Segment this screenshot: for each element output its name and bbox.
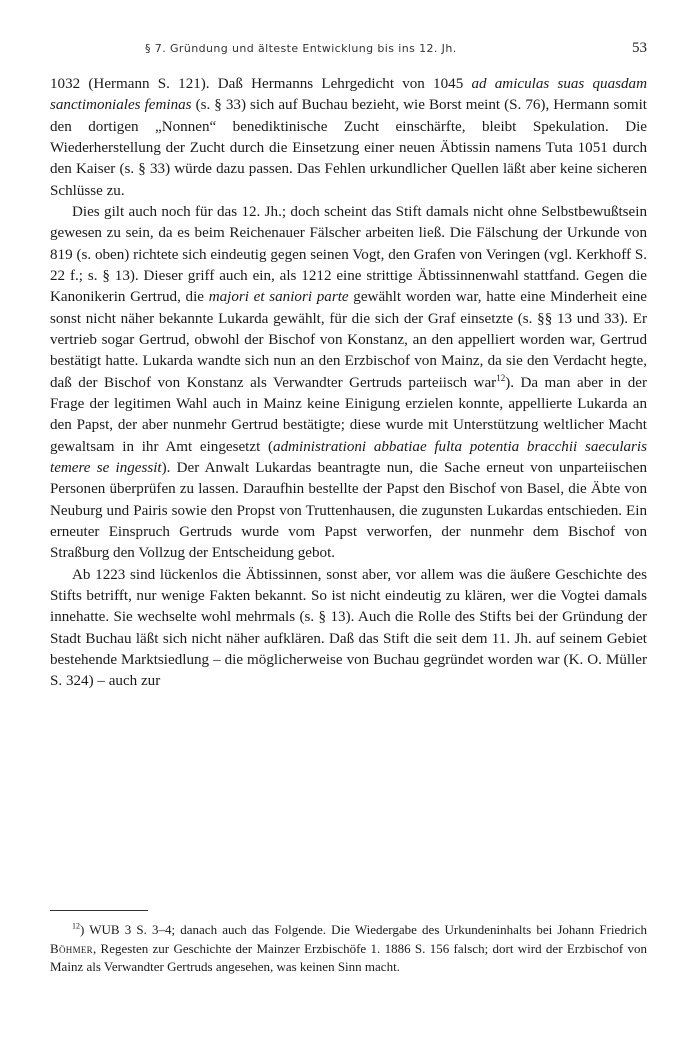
latin-quotation: ad amiculas suas quasdam sanctimoniales feminas [50, 76, 647, 114]
text-run: ). Da man aber in der Frage der legitimen Wahl auch in Mainz keine Einigung erzielen konnte, appellierte Lukarda an den Papst, der aber nunmehr Gertrud bestätigte; diese wurde mit Unterstützung weltlicher Macht gewaltsam in ihr Amt eingesetzt ( [50, 374, 647, 455]
text-run: 1032 (Hermann S. 121). Daß Hermanns Lehrgedicht von 1045 [50, 76, 472, 92]
text-run: ) WUB 3 S. 3–4; danach auch das Folgende. Die Wiedergabe des Urkundeninhalts bei Johann Friedrich [80, 922, 647, 937]
text-run: Ab 1223 sind lückenlos die Äbtissinnen, sonst aber, vor allem was die äußere Geschichte des Stifts betrifft, nur wenige Fakten bekannt. So ist nicht eindeutig zu klären, wer die Vogtei damals innehatte. Sie wechselte wohl mehrmals (s. § 13). Auch die Rolle des Stifts bei der Gründung der Stadt Buchau läßt sich nicht näher aufklären. Daß das Stift die seit dem 11. Jh. auf seinem Gebiet bestehende Marktsiedlung – die möglicherweise von Buchau gegründet worden war (K. O. Müller S. 324) – auch zur [50, 566, 647, 690]
footnote-divider [50, 910, 148, 911]
text-run: (s. § 33) sich auf Buchau bezieht, wie Borst meint (S. 76), Hermann somit den dortigen „Nonnen“ benediktinische Zucht einschärfte, bleibt Spekulation. Die Wiederherstellung der Zucht durch die Einsetzung einer neuen Äbtissin namens Tuta 1051 durch den Kaiser (s. § 33) würde dazu passen. Das Fehlen urkundlicher Quellen läßt aber keine sicheren Schlüsse zu. [50, 97, 647, 199]
footnote [50, 921, 647, 977]
text-run: , Regesten zur Geschichte der Mainzer Erzbischöfe 1. 1886 S. 156 falsch; dort wird der Erzbischof von Mainz als Verwandter Gertruds angesehen, was keinen Sinn macht. [50, 940, 647, 974]
text-run: ). Der Anwalt Lukardas beantragte nun, die Sache erneut von unparteiischen Personen überprüfen zu lassen. Daraufhin bestellte der Papst den Bischof von Basel, die Äbte von Neuburg und Pairis sowie den Propst von Truttenhausen, die zugunsten Lukardas entschieden. Ein erneuter Einspruch Gertruds wurde vom Papst verworfen, der nunmehr dem Bischof von Straßburg den Vollzug der Entscheidung gebot. [50, 459, 648, 562]
body-text [50, 74, 647, 693]
paragraph [50, 565, 647, 693]
latin-quotation: majori et saniori parte [208, 289, 349, 306]
footnote-reference: 12 [72, 921, 80, 931]
running-head-title: § 7. Gründung und älteste Entwicklung bis ins 12. Jh. [145, 42, 457, 55]
footnote-reference: 12 [496, 372, 506, 383]
page-number: 53 [632, 40, 647, 56]
latin-quotation: administrationi abbatiae fulta potentia bracchii saecularis temere se ingessit [50, 438, 647, 476]
text-run: Dies gilt auch noch für das 12. Jh.; doch scheint das Stift damals nicht ohne Selbstbewußtsein gewesen zu sein, da es beim Reichenauer Fälscher arbeiten ließ. Die Fälschung der Urkunde von 819 (s. oben) richtete sich eindeutig gegen seinen Vogt, den Grafen von Veringen (vgl. Kerkhoff S. 22 f.; s. § 13). Dieser griff auch ein, als 1212 eine strittige Äbtissinnenwahl stattfand. Gegen die Kanonikerin Gertrud, die [50, 203, 647, 306]
text-run: gewählt worden war, hatte eine Minderheit eine sonst nicht näher bekannte Lukarda gewählt, für die sich der Graf einsetzte (s. §§ 13 und 33). Er vertrieb sogar Gertrud, obwohl der Bischof von Konstanz, an den appelliert worden war, Gertrud bestätigt hatte. Lukarda wandte sich nun an den Erzbischof von Mainz, da sie den Verdacht hegte, daß der Bischof von Konstanz als Verwandter Gertruds parteiisch war [50, 289, 648, 391]
author-name: Böhmer [50, 940, 93, 956]
paragraph [50, 74, 647, 202]
paragraph [50, 202, 647, 565]
running-header [50, 40, 647, 62]
